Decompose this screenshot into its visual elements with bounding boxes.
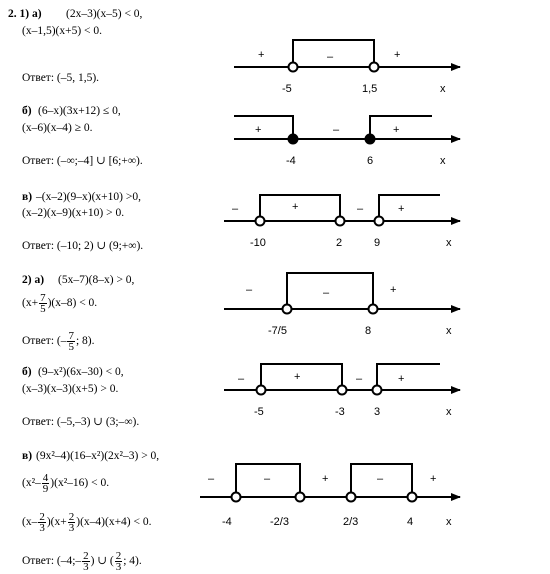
sign-curve <box>261 364 342 390</box>
sign-label: – <box>356 373 363 385</box>
fraction: $\frac{2}{3}$ <box>83 550 89 573</box>
sign-label: – <box>246 284 253 296</box>
open-point <box>289 63 298 72</box>
open-point <box>232 493 241 502</box>
problem-2-1a-line2: (x–1,5)(x+5) < 0. <box>22 25 103 37</box>
problem-2-2b-line2: (x–3)(x–3)(x+5) > 0. <box>22 383 119 395</box>
sign-label: + <box>322 473 329 485</box>
axis-label: x <box>446 237 452 249</box>
open-point <box>257 386 266 395</box>
sign-curve <box>293 40 374 67</box>
problem-2-1v-line1: –(x–2)(9–x)(x+10) >0, <box>36 191 141 203</box>
axis-label: x <box>446 516 452 528</box>
problem-2-2b-label: б) <box>22 366 32 378</box>
problem-2-2b-line1: (9–x²)(6x–30) < 0, <box>38 366 124 378</box>
sign-label: + <box>394 49 401 61</box>
sign-label: + <box>393 124 400 136</box>
tick-label: 3 <box>374 406 381 418</box>
tick-label: 4 <box>407 516 414 528</box>
sign-label: + <box>430 473 437 485</box>
fraction: $\frac{7}{5}$ <box>68 330 74 353</box>
tick-label: -5 <box>254 406 264 418</box>
problem-2-2a-line1: (5x–7)(8–x) > 0, <box>58 274 135 286</box>
closed-point <box>289 135 298 144</box>
sign-label: – <box>238 373 245 385</box>
open-point <box>375 217 384 226</box>
open-point <box>336 217 345 226</box>
sign-label: + <box>390 284 397 296</box>
closed-point <box>366 135 375 144</box>
open-point <box>370 63 379 72</box>
sign-curve <box>287 273 373 309</box>
sign-label: + <box>398 373 405 385</box>
tick-label: -4 <box>222 516 232 528</box>
tick-label: -4 <box>286 155 296 167</box>
problem-2-2v-line2: (x²– $\frac{4}{9}$ )(x²–16) < 0. <box>22 472 110 495</box>
problem-2-2v-answer: Ответ: (–4;– $\frac{2}{3}$ ) ∪ ( $\frac{2}{3}$ ; 4). <box>22 550 142 573</box>
sign-curve <box>377 364 440 390</box>
problem-2-1b-label: б) <box>22 105 32 117</box>
fraction: $\frac{4}{9}$ <box>42 472 49 495</box>
sign-label: – <box>327 51 334 63</box>
tick-label: 6 <box>367 155 374 167</box>
sign-label: – <box>333 124 340 136</box>
tick-label: 8 <box>365 325 372 337</box>
axis-label: x <box>446 325 452 337</box>
problem-2-1v-label: в) <box>22 191 33 203</box>
open-point <box>283 305 292 314</box>
number-line-4 <box>224 273 460 337</box>
sign-label: + <box>255 124 262 136</box>
problem-2-2v-label: в) <box>22 450 33 462</box>
fraction: $\frac{7}{5}$ <box>40 292 46 315</box>
problem-2-1v-line2: (x–2)(x–9)(x+10) > 0. <box>22 207 125 219</box>
problem-2-1a-line1: (2x–3)(x–5) < 0, <box>66 8 143 20</box>
fraction: $\frac{2}{3}$ <box>115 550 122 573</box>
tick-label: 2 <box>336 237 343 249</box>
tick-label: 1,5 <box>362 83 378 95</box>
problem-2-1v-answer: Ответ: (–10; 2) ∪ (9;+∞). <box>22 240 144 252</box>
number-line-5 <box>224 364 460 418</box>
axis-label: x <box>446 406 452 418</box>
open-point <box>369 305 378 314</box>
tick-label: -3 <box>335 406 345 418</box>
number-line-1 <box>234 40 460 95</box>
sign-curve <box>379 195 440 221</box>
open-point <box>256 217 265 226</box>
open-point <box>373 386 382 395</box>
sign-label: – <box>357 203 364 215</box>
sign-label: – <box>323 287 330 299</box>
open-point <box>338 386 347 395</box>
sign-curve <box>370 116 432 139</box>
sign-label: + <box>258 49 265 61</box>
tick-label: -5 <box>282 83 292 95</box>
number-line-3 <box>224 195 460 249</box>
sign-label: – <box>208 473 215 485</box>
sign-label: + <box>398 203 405 215</box>
problem-2-2a-answer: Ответ: (– $\frac{7}{5}$ ; 8). <box>22 330 95 353</box>
sign-label: + <box>292 201 299 213</box>
problem-2-2a-header: 2) а) <box>22 274 45 286</box>
tick-label: -10 <box>250 237 266 249</box>
open-point <box>347 493 356 502</box>
sign-label: – <box>264 473 271 485</box>
tick-label: 9 <box>374 237 381 249</box>
problem-2-1b-line2: (x–6)(x–4) ≥ 0. <box>22 122 93 134</box>
sign-label: – <box>232 203 239 215</box>
number-line-2 <box>234 116 460 167</box>
problem-2-2b-answer: Ответ: (–5,–3) ∪ (3;–∞). <box>22 416 140 428</box>
number-line-6 <box>200 464 460 528</box>
fraction: $\frac{2}{3}$ <box>68 511 75 534</box>
sign-curve <box>260 195 340 221</box>
axis-label: x <box>440 83 446 95</box>
problem-2-1a-header: 2. 1) а) <box>8 8 42 20</box>
fraction: $\frac{2}{3}$ <box>39 511 45 534</box>
problem-2-2v-line3: (x– $\frac{2}{3}$ )(x+ $\frac{2}{3}$ )(x–4)(x+4) < 0. <box>22 511 152 534</box>
problem-2-1a-answer: Ответ: (–5, 1,5). <box>22 72 100 84</box>
tick-label: -7/5 <box>268 325 287 337</box>
axis-label: x <box>440 155 446 167</box>
problem-2-1b-answer: Ответ: (–∞;–4] ∪ [6;+∞). <box>22 155 143 167</box>
open-point <box>408 493 417 502</box>
tick-label: -2/3 <box>270 516 289 528</box>
problem-2-2a-line2: (x+ $\frac{7}{5}$ )(x–8) < 0. <box>22 292 98 315</box>
sign-label: + <box>294 371 301 383</box>
tick-label: 2/3 <box>343 516 359 528</box>
sign-curve <box>234 116 293 139</box>
problem-2-2v-line1: (9x²–4)(16–x²)(2x²–3) > 0, <box>36 450 160 462</box>
problem-2-1b-line1: (6–x)(3x+12) ≤ 0, <box>38 105 121 117</box>
sign-label: – <box>377 473 384 485</box>
open-point <box>296 493 305 502</box>
